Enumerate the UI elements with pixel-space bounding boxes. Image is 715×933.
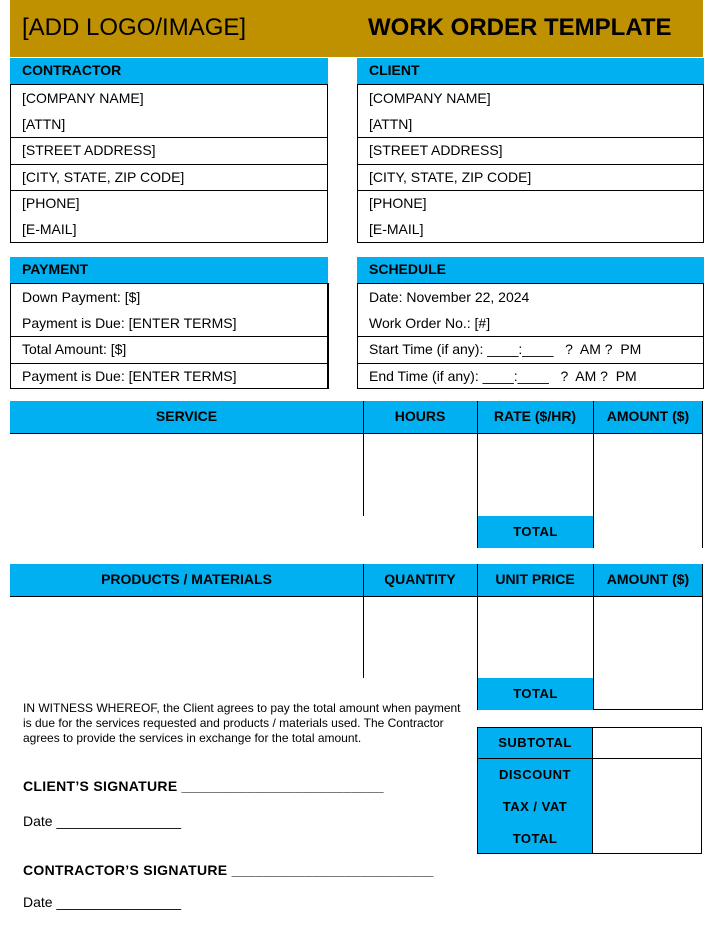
- contractor-city[interactable]: [CITY, STATE, ZIP CODE]: [22, 169, 185, 185]
- rate-col-header: RATE ($/HR): [493, 408, 577, 424]
- client-city[interactable]: [CITY, STATE, ZIP CODE]: [369, 169, 532, 185]
- client-company[interactable]: [COMPANY NAME]: [369, 90, 491, 106]
- service-total-label: TOTAL: [478, 516, 593, 548]
- payment-heading: PAYMENT: [10, 257, 328, 283]
- schedule-start-time[interactable]: Start Time (if any): ____:____ ? AM ? PM: [369, 341, 642, 357]
- client-email[interactable]: [E-MAIL]: [369, 221, 424, 237]
- amount-input-area[interactable]: [594, 434, 702, 548]
- contractor-street[interactable]: [STREET ADDRESS]: [22, 142, 156, 158]
- contractor-box: [10, 84, 328, 243]
- service-table: [10, 401, 703, 548]
- tax-label: TAX / VAT: [502, 799, 568, 814]
- unit-price-input-area[interactable]: [478, 597, 593, 678]
- products-table: [10, 564, 703, 710]
- quantity-col-header: QUANTITY: [384, 571, 456, 587]
- schedule-work-order-no[interactable]: Work Order No.: [#]: [369, 315, 491, 331]
- client-heading: CLIENT: [357, 58, 704, 84]
- payment-due-1[interactable]: Payment is Due: [ENTER TERMS]: [22, 315, 237, 331]
- amount-col-header: AMOUNT ($): [606, 408, 690, 424]
- client-phone[interactable]: [PHONE]: [369, 195, 427, 211]
- payment-down[interactable]: Down Payment: [$]: [22, 289, 141, 305]
- products-amount-col-header: AMOUNT ($): [606, 571, 690, 587]
- client-street[interactable]: [STREET ADDRESS]: [369, 142, 503, 158]
- schedule-heading: SCHEDULE: [357, 257, 704, 283]
- hours-col-header: HOURS: [394, 408, 446, 424]
- contractor-signature[interactable]: CONTRACTOR’S SIGNATURE _________________________: [23, 862, 434, 878]
- client-signature[interactable]: CLIENT’S SIGNATURE _________________________: [23, 778, 384, 794]
- contractor-signature-date[interactable]: Date ________________: [23, 894, 182, 910]
- schedule-end-time[interactable]: End Time (if any): ____:____ ? AM ? PM: [369, 368, 637, 384]
- client-box: [357, 84, 704, 243]
- logo-placeholder[interactable]: [ADD LOGO/IMAGE]: [22, 14, 247, 41]
- witness-text: IN WITNESS WHEREOF, the Client agrees to pay the total amount when payment is due for the services requested and products / materials used. The Contractor agrees to provide the services in exchange for the total amount.: [23, 701, 461, 745]
- rate-input-area[interactable]: [478, 434, 593, 516]
- page-title: WORK ORDER TEMPLATE: [368, 14, 672, 41]
- contractor-company[interactable]: [COMPANY NAME]: [22, 90, 144, 106]
- contractor-heading: CONTRACTOR: [10, 58, 328, 84]
- service-col-header: SERVICE: [155, 408, 218, 424]
- products-input-area[interactable]: [10, 597, 363, 678]
- discount-label: DISCOUNT: [499, 767, 571, 782]
- summary-table: [477, 727, 702, 854]
- header-bar: [10, 0, 703, 57]
- contractor-email[interactable]: [E-MAIL]: [22, 221, 77, 237]
- products-amount-input-area[interactable]: [594, 597, 702, 709]
- discount-tax-total-values[interactable]: [593, 759, 701, 853]
- hours-input-area[interactable]: [364, 434, 477, 516]
- unit-price-col-header: UNIT PRICE: [495, 571, 575, 587]
- summary-total-label: TOTAL: [512, 831, 558, 846]
- schedule-date[interactable]: Date: November 22, 2024: [369, 289, 530, 305]
- contractor-phone[interactable]: [PHONE]: [22, 195, 80, 211]
- subtotal-label: SUBTOTAL: [498, 735, 572, 750]
- payment-box: [10, 283, 328, 389]
- client-attn[interactable]: [ATTN]: [369, 116, 413, 132]
- contractor-attn[interactable]: [ATTN]: [22, 116, 66, 132]
- client-signature-date[interactable]: Date ________________: [23, 813, 182, 829]
- payment-total[interactable]: Total Amount: [$]: [22, 341, 127, 357]
- products-col-header: PRODUCTS / MATERIALS: [101, 571, 272, 587]
- schedule-box: [357, 283, 704, 389]
- service-input-area[interactable]: [10, 434, 363, 516]
- subtotal-value[interactable]: [593, 728, 701, 758]
- quantity-input-area[interactable]: [364, 597, 477, 678]
- payment-due-2[interactable]: Payment is Due: [ENTER TERMS]: [22, 368, 237, 384]
- products-total-label: TOTAL: [478, 678, 593, 710]
